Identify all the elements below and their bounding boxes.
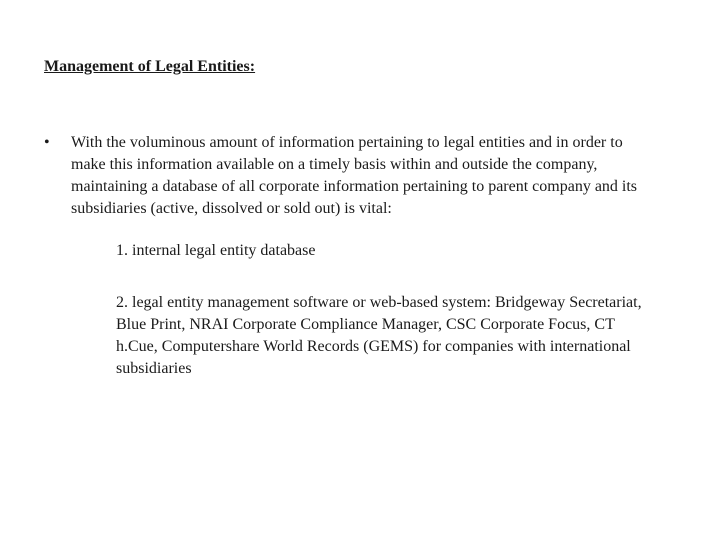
list-item-management-software: 2. legal entity management software or web-based system: Bridgeway Secretariat, Blue Print, NRAI Corporate Compliance Manager, CSC Corporate Focus, CT h.Cue, Computershare World Records (GEMS) for companies with international subsidiaries xyxy=(116,294,642,377)
bullet-marker: • xyxy=(44,134,50,151)
bullet-text: With the voluminous amount of information pertaining to legal entities and in order to make this information available on a timely basis within and outside the company, maintaining a database of all corporate information pertaining to parent company and its subsidiaries (active, dissolved or sold out) is vital: xyxy=(71,134,638,217)
list-item-internal-database: 1. internal legal entity database xyxy=(116,242,316,259)
slide-heading: Management of Legal Entities: xyxy=(44,58,256,75)
